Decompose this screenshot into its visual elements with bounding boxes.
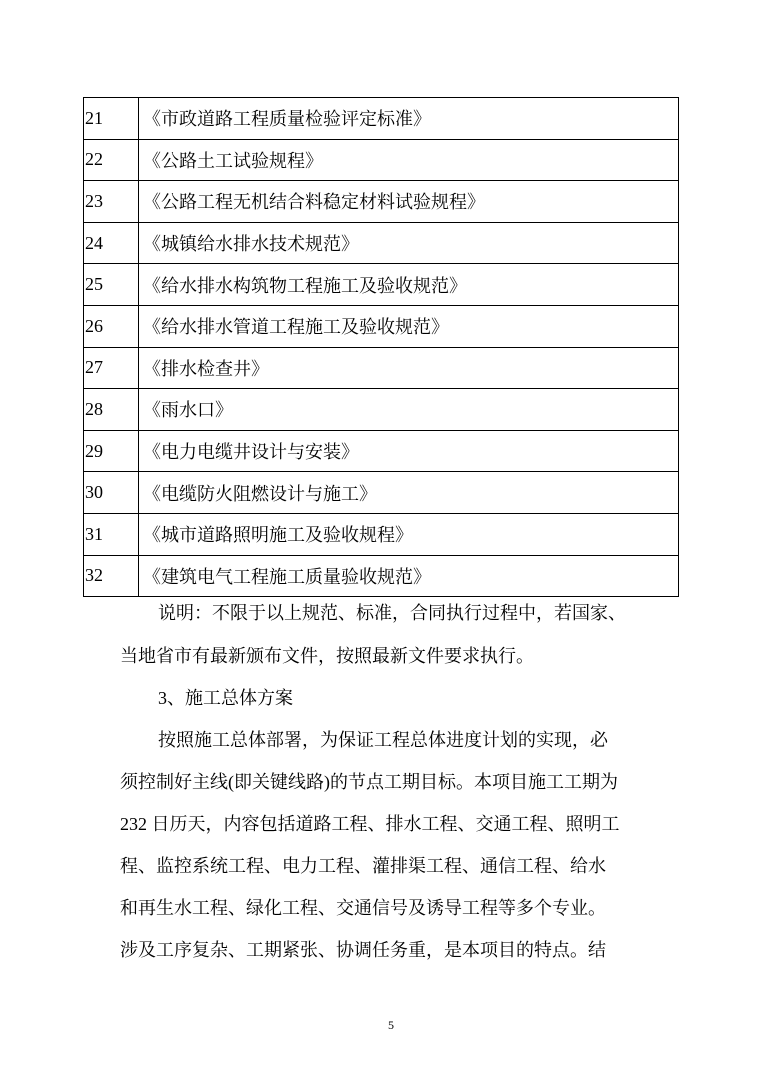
standard-title: 《公路工程无机结合料稳定材料试验规程》 — [139, 181, 679, 223]
line-1: 说明：不限于以上规范、标准，合同执行过程中，若国家、 — [158, 603, 626, 623]
standard-title: 《电缆防火阻燃设计与施工》 — [139, 472, 679, 514]
table-row — [84, 264, 679, 306]
row-number: 21 — [84, 98, 139, 140]
row-number: 26 — [84, 305, 139, 347]
standard-title: 《建筑电气工程施工质量验收规范》 — [139, 555, 679, 597]
row-number: 32 — [84, 555, 139, 597]
line-4: 按照施工总体部署，为保证工程总体进度计划的实现，必 — [158, 730, 608, 750]
standard-title: 《公路土工试验规程》 — [139, 139, 679, 181]
row-number: 22 — [84, 139, 139, 181]
table-row — [84, 347, 679, 389]
standard-title: 《给水排水管道工程施工及验收规范》 — [139, 305, 679, 347]
standard-title: 《市政道路工程质量检验评定标准》 — [139, 98, 679, 140]
table-row — [84, 98, 679, 140]
line-8: 和再生水工程、绿化工程、交通信号及诱导工程等多个专业。 — [120, 898, 606, 918]
row-number: 29 — [84, 430, 139, 472]
standard-title: 《电力电缆井设计与安装》 — [139, 430, 679, 472]
table-row — [84, 430, 679, 472]
line-7: 程、监控系统工程、电力工程、灌排渠工程、通信工程、给水 — [120, 856, 606, 876]
table-row — [84, 555, 679, 597]
standards-table — [83, 97, 679, 597]
table-row — [84, 513, 679, 555]
table-row — [84, 222, 679, 264]
row-number: 24 — [84, 222, 139, 264]
line-6: 232 日历天，内容包括道路工程、排水工程、交通工程、照明工 — [120, 814, 620, 834]
table-row — [84, 181, 679, 223]
row-number: 25 — [84, 264, 139, 306]
row-number: 23 — [84, 181, 139, 223]
page-number: 5 — [388, 1018, 394, 1032]
standard-title: 《排水检查井》 — [139, 347, 679, 389]
section-heading: 3、施工总体方案 — [158, 688, 293, 708]
row-number: 27 — [84, 347, 139, 389]
row-number: 30 — [84, 472, 139, 514]
line-9: 涉及工序复杂、工期紧张、协调任务重，是本项目的特点。结 — [120, 940, 606, 960]
table-row — [84, 389, 679, 431]
standard-title: 《城镇给水排水技术规范》 — [139, 222, 679, 264]
row-number: 31 — [84, 513, 139, 555]
table-row — [84, 139, 679, 181]
table-row — [84, 472, 679, 514]
standard-title: 《城市道路照明施工及验收规程》 — [139, 513, 679, 555]
standard-title: 《雨水口》 — [139, 389, 679, 431]
standard-title: 《给水排水构筑物工程施工及验收规范》 — [139, 264, 679, 306]
line-5: 须控制好主线(即关键线路)的节点工期目标。本项目施工工期为 — [120, 772, 618, 792]
line-2: 当地省市有最新颁布文件，按照最新文件要求执行。 — [120, 646, 534, 666]
row-number: 28 — [84, 389, 139, 431]
table-row — [84, 305, 679, 347]
